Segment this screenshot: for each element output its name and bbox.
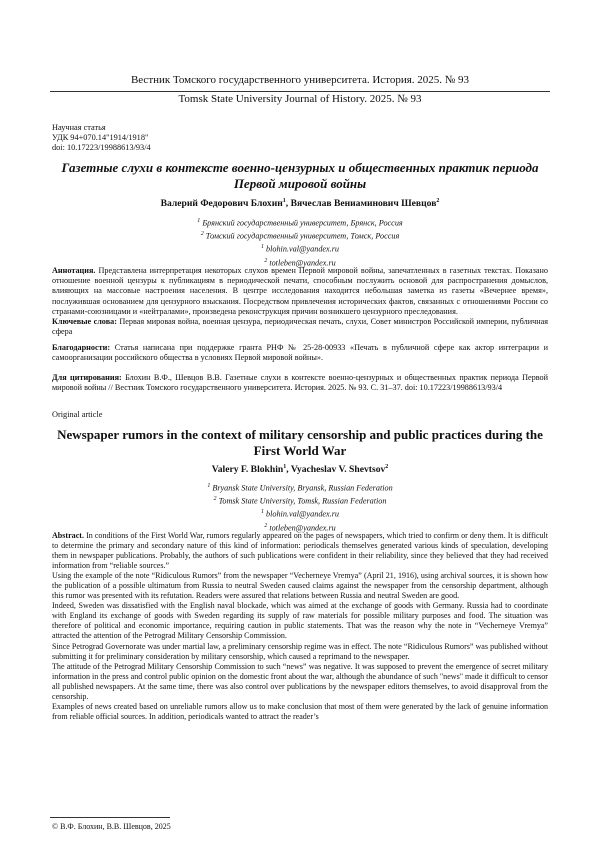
affil-1-en: Bryansk State University, Bryansk, Russian Federation [212, 483, 393, 493]
email-1-ru[interactable]: blohin.val@yandex.ru [266, 245, 340, 255]
email-2-en[interactable]: totleben@yandex.ru [269, 523, 336, 533]
footer-rule [50, 817, 170, 818]
author-1-en-sup: 1 [283, 464, 287, 470]
email-1-en[interactable]: blohin.val@yandex.ru [266, 510, 340, 520]
author-sep-ru: , [285, 198, 291, 210]
author-2-en-sup: 2 [385, 464, 389, 470]
abstract-p3: Indeed, Sweden was dissatisfied with the English naval blockade, which was aimed at the exchange of goods with Germany. Russia had to coordinate with England its exchange of goods with Sweden regarding its supply of raw materials for possible military purposes and food. The situation was therefore of political and economic importance, requiring caution in public statements. That was the reason why the note in “Vecherneye Vremya” attracted the attention of the Petrograd Military Censorship Commission. [52, 601, 548, 641]
affiliations-en [0, 481, 600, 534]
author-1-ru: Валерий Федорович Блохин [160, 198, 283, 210]
email-2-sup: 2 [264, 257, 268, 264]
journal-title-ru: Вестник Томского государственного университета. История. 2025. № 93 [130, 74, 470, 86]
citation-ru [52, 373, 548, 393]
journal-title-en: Tomsk State University Journal of History. 2025. № 93 [178, 93, 422, 105]
affil-1-sup: 1 [197, 218, 201, 224]
cite-text-ru: Блохин В.Ф., Шевцов В.В. Газетные слухи в контексте военно-цензурных и общественных практик периода Первой мировой войны // Вестник Томского государственного университета. История. 2025. № 93. С. 31–37. doi: 10.17223/19988613/93/4 [52, 373, 549, 393]
author-sep-en: , [286, 464, 291, 476]
email-1-sup: 1 [260, 244, 264, 251]
abstract-p6: Examples of news created based on unreliable rumors allow us to make conclusion that most of them were generated by the lack of genuine information from reliable official sources. In addition, periodicals wanted to attract the reader’s [52, 701, 548, 721]
article-meta [52, 123, 151, 153]
keywords-label-ru: Ключевые слова: [52, 317, 117, 327]
author-1-sup: 1 [282, 198, 286, 204]
article-type-ru: Научная статья [52, 123, 106, 132]
abstract-en [52, 531, 548, 722]
header-rule [50, 91, 550, 92]
copyright: © В.Ф. Блохин, В.В. Шевцов, 2025 [52, 822, 171, 831]
affil-2-sup: 2 [200, 231, 204, 238]
abstract-p4: Since Petrograd Governorate was under martial law, a preliminary censorship regime was in effect. The note “Ridiculous Rumors” was published without submitting it for preliminary consideration by military censorship, which caused a reprimand to the newspaper. [52, 641, 548, 661]
authors-en [0, 464, 600, 475]
authors-ru [0, 198, 600, 209]
abstract-ru [52, 266, 548, 337]
abstract-label-en: Abstract. [52, 531, 84, 540]
acknowledgments-ru [52, 343, 548, 363]
author-2-ru: Вячеслав Вениаминович Шевцов [290, 198, 437, 210]
email-1-en-sup: 1 [260, 509, 264, 516]
affil-2-en-sup: 2 [213, 496, 217, 503]
abstract-text-ru: Представлена интерпретация некоторых слухов времен Первой мировой войны, запечатленных в газетных текстах. Показано отношение военной цензуры к публикациям в периодической печати, способным послужить основой для распространения домыслов, влияющих на массовые настроения населения. В центре исследования находится небольшая заметка из газеты «Вечернее время», послужившая основанием для цензурного взыскания. Посредством привлечения исторических фактов, связанных с отношениями России со странами-союзницами и «нейтралами», произведена реконструкция причин возникшего цензурного преследования. [52, 266, 549, 316]
email-2-en-sup: 2 [264, 522, 268, 529]
thanks-text-ru: Статья написана при поддержке гранта РНФ № 25-28-00933 «Печать в публичной сфере как актор интеграции и самоорганизации российского общества в условиях Первой мировой войны». [52, 343, 549, 363]
affil-2-en: Tomsk State University, Tomsk, Russian Federation [218, 496, 387, 506]
author-2-en: Vyacheslav V. Shevtsov [290, 464, 386, 476]
affil-1-ru: Брянский государственный университет, Брянск, Россия [202, 218, 403, 228]
article-type-en: Original article [52, 410, 103, 419]
affil-2-ru: Томский государственный университет, Томск, Россия [205, 231, 400, 241]
abstract-label-ru: Аннотация. [52, 266, 96, 275]
author-2-sup: 2 [436, 198, 440, 204]
author-1-en: Valery F. Blokhin [211, 464, 284, 476]
cite-label-ru: Для цитирования: [52, 373, 122, 382]
email-2-ru[interactable]: totleben@yandex.ru [269, 258, 336, 268]
udc-code: УДК 94+070.14"1914/1918" [52, 133, 149, 142]
title-ru: Газетные слухи в контексте военно-цензурных и общественных практик периода Первой мировой войны [61, 160, 539, 191]
doi-ru: doi: 10.17223/19988613/93/4 [52, 143, 151, 152]
abstract-p2: Using the example of the note “Ridiculous Rumors” from the newspaper “Vecherneye Vremya” (April 21, 1916), using archival sources, it is shown how the publication of a possible ultimatum from Russia to neutral Sweden caused claims against the newspaper from the censorship department, although this rumor was presented with its refutation. Readers were assured that relations between Russia and neutral Sweden are good. [52, 571, 548, 601]
abstract-p5: The attitude of the Petrograd Military Censorship Commission to such “news” was negative. It was supposed to prevent the emergence of secret military information in the press and control public opinion on the domestic front about the war, although the abundance of such "news" made it difficult to censor all published newspapers. At the same time, there was also control over publications by the newspaper editors themselves, to avoid disapproval from the censorship. [52, 661, 548, 701]
affiliations-ru [0, 216, 600, 269]
abstract-p1: In conditions of the First World War, rumors regularly appeared on the pages of newspapers, which tried to confirm or deny them. It is difficult to determine the primary and secondary nature of this kind of information: periodicals themselves generated various kinds of speculation, developing them in newspaper publications. Probably, the authors of such publications were confident in their reliability, since they believed that they had received information from “reliable sources.” [52, 531, 549, 571]
affil-1-en-sup: 1 [207, 483, 211, 489]
keywords-text-ru: Первая мировая война, военная цензура, периодическая печать, слухи, Совет министров Российской империи, публичная сфера [52, 317, 548, 337]
thanks-label-ru: Благодарности: [52, 343, 111, 352]
title-en: Newspaper rumors in the context of military censorship and public practices during the First World War [57, 427, 543, 458]
